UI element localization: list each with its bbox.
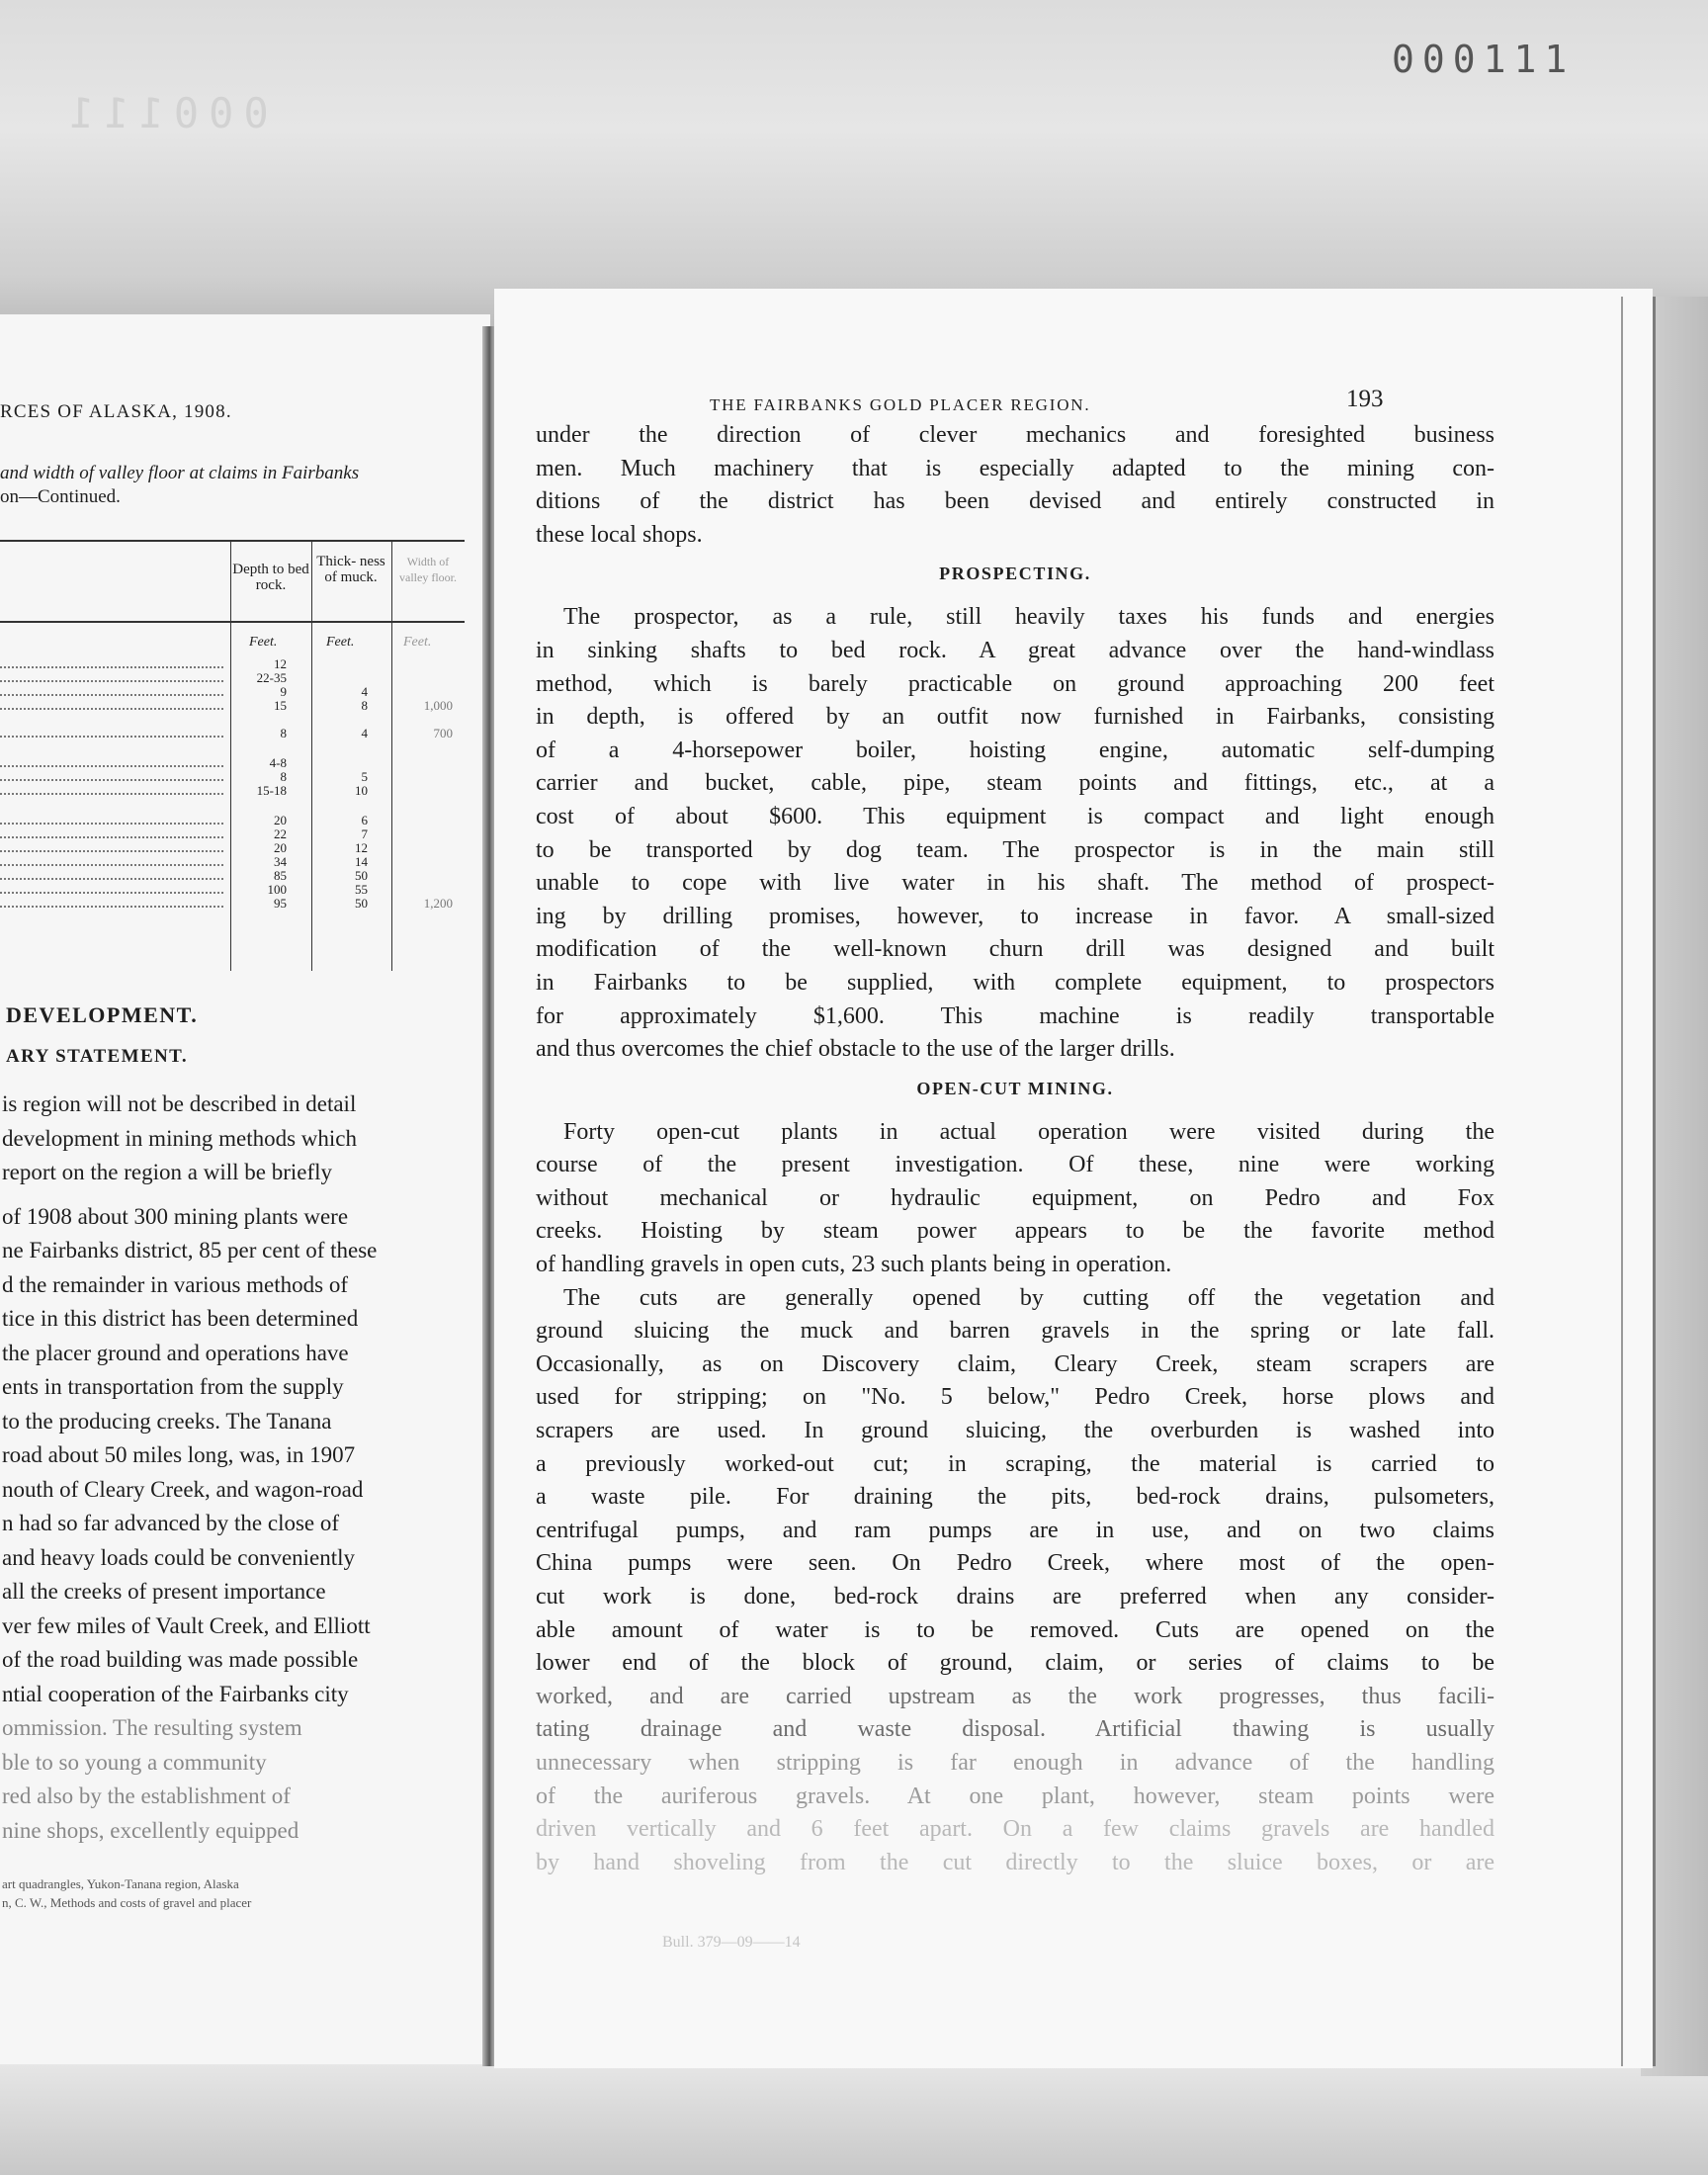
table-column-rule (391, 540, 392, 971)
prospecting-line: in sinking shafts to bed rock. A great advance over the hand-windlass (536, 637, 1494, 663)
section-heading-open-cut-mining: OPEN-CUT MINING. (916, 1078, 1114, 1098)
table-row-leader (0, 836, 223, 838)
claims-depth-table (0, 540, 474, 975)
body-line: nine shops, excellently equipped (2, 1817, 299, 1843)
body-line: ver few miles of Vault Creek, and Elliott (2, 1612, 371, 1638)
unit-muck: Feet. (326, 635, 355, 650)
open-cut-line: Occasionally, as on Discovery claim, Cleary Creek, steam scrapers are (536, 1350, 1494, 1377)
open-cut-line: course of the present investigation. Of these, nine were working (536, 1152, 1494, 1178)
footnote-line: n, C. W., Methods and costs of gravel and placer (2, 1895, 252, 1910)
table-row-leader (0, 793, 223, 795)
prospecting-line: of a 4-horsepower boiler, hoisting engine, automatic self-dumping (536, 737, 1494, 763)
section-heading-development: DEVELOPMENT. (6, 1002, 199, 1027)
table-cell-depth: 20 (274, 813, 287, 827)
open-cut-line: ground sluicing the muck and barren gravels in the spring or late fall. (536, 1318, 1494, 1345)
right-running-head: THE FAIRBANKS GOLD PLACER REGION. (710, 395, 1091, 414)
table-row-leader (0, 779, 223, 781)
table-row-leader (0, 892, 223, 894)
prospecting-line: in Fairbanks to be supplied, with complete equipment, to prospectors (536, 969, 1494, 996)
table-cell-depth: 8 (280, 769, 287, 784)
table-cell-muck: 6 (361, 813, 368, 827)
table-cell-width: 700 (433, 726, 453, 740)
body-line: road about 50 miles long, was, in 1907 (2, 1442, 356, 1467)
prospecting-line: and thus overcomes the chief obstacle to the use of the larger drills. (536, 1036, 1175, 1063)
page-number: 193 (1346, 386, 1384, 412)
bulletin-signature-mark: Bull. 379—09——14 (662, 1934, 801, 1951)
intro-line: men. Much machinery that is especially adapted to the mining con- (536, 455, 1494, 481)
table-row-leader (0, 680, 223, 682)
body-line: and heavy loads could be conveniently (2, 1544, 356, 1570)
table-row-leader (0, 666, 223, 668)
open-cut-line: a waste pile. For draining the pits, bed-rock drains, pulsometers, (536, 1484, 1494, 1511)
body-line: report on the region a will be briefly (2, 1160, 333, 1184)
table-row-leader (0, 850, 223, 852)
table-row-leader (0, 906, 223, 908)
prospecting-line: in depth, is offered by an outfit now furnished in Fairbanks, consisting (536, 704, 1494, 731)
open-cut-line: without mechanical or hydraulic equipment, on Pedro and Fox (536, 1184, 1494, 1211)
body-line: is region will not be described in detail (2, 1091, 357, 1116)
table-cell-muck: 10 (355, 783, 368, 798)
prospecting-line: modification of the well-known churn drill was designed and built (536, 936, 1494, 963)
body-line: of the road building was made possible (2, 1647, 359, 1672)
open-cut-line: by hand shoveling from the cut directly to the sluice boxes, or are (536, 1849, 1494, 1875)
document-stamp-number: 000111 (1392, 38, 1576, 81)
open-cut-line: lower end of the block of ground, claim, or series of claims to be (536, 1650, 1494, 1677)
table-caption-line-2: on—Continued. (0, 486, 121, 507)
prospecting-line: The prospector, as a rule, still heavily taxes his funds and energies (563, 604, 1494, 631)
intro-line: under the direction of clever mechanics and foresighted business (536, 422, 1494, 448)
table-cell-muck: 50 (355, 868, 368, 883)
table-cell-muck: 4 (361, 684, 368, 699)
prospecting-line: for approximately $1,600. This machine is readily transportable (536, 1002, 1494, 1029)
table-row-leader (0, 823, 223, 825)
open-cut-line: of handling gravels in open cuts, 23 such plants being in operation. (536, 1252, 1172, 1278)
table-cell-depth: 4-8 (269, 755, 287, 770)
body-line: of 1908 about 300 mining plants were (2, 1203, 349, 1229)
prospecting-line: ing by drilling promises, however, to increase in favor. A small-sized (536, 903, 1494, 929)
left-footnotes (2, 1874, 490, 1912)
body-line: red also by the establishment of (2, 1784, 291, 1808)
table-cell-muck: 50 (355, 896, 368, 911)
table-row-leader (0, 736, 223, 738)
open-cut-line: Forty open-cut plants in actual operation were visited during the (563, 1118, 1494, 1145)
right-page (494, 289, 1653, 2068)
intro-line: ditions of the district has been devised and entirely constructed in (536, 488, 1494, 515)
body-line: to the producing creeks. The Tanana (2, 1408, 332, 1434)
table-cell-depth: 20 (274, 840, 287, 855)
open-cut-line: a previously worked-out cut; in scraping, the material is carried to (536, 1450, 1494, 1477)
table-cell-depth: 22 (274, 826, 287, 841)
open-cut-line: tating drainage and waste disposal. Artificial thawing is usually (536, 1716, 1494, 1743)
table-cell-depth: 12 (274, 656, 287, 671)
body-line: ents in transportation from the supply (2, 1374, 344, 1399)
unit-width: Feet. (403, 635, 432, 650)
table-cell-muck: 4 (361, 726, 368, 740)
prospecting-line: unable to cope with live water in his shaft. The method of prospect- (536, 870, 1494, 897)
table-cell-depth: 95 (274, 896, 287, 911)
table-cell-width: 1,200 (423, 896, 453, 911)
prospecting-line: carrier and bucket, cable, pipe, steam points and fittings, etc., at a (536, 770, 1494, 797)
table-cell-depth: 9 (280, 684, 287, 699)
table-cell-muck: 8 (361, 698, 368, 713)
prospecting-line: to be transported by dog team. The prospector is in the main still (536, 836, 1494, 863)
open-cut-line: scrapers are used. In ground sluicing, the overburden is washed into (536, 1418, 1494, 1444)
table-cell-muck: 14 (355, 854, 368, 869)
prospecting-line: method, which is barely practicable on ground approaching 200 feet (536, 670, 1494, 697)
table-cell-depth: 85 (274, 868, 287, 883)
open-cut-line: worked, and are carried upstream as the work progresses, thus facili- (536, 1683, 1494, 1709)
table-cell-depth: 22-35 (256, 670, 287, 685)
open-cut-line: China pumps were seen. On Pedro Creek, where most of the open- (536, 1550, 1494, 1577)
prospecting-line: cost of about $600. This equipment is compact and light enough (536, 803, 1494, 829)
left-running-head: RCES OF ALASKA, 1908. (0, 401, 232, 422)
table-cell-depth: 100 (267, 882, 287, 897)
open-cut-line: used for stripping; on "No. 5 below," Pedro Creek, horse plows and (536, 1384, 1494, 1411)
body-line: development in mining methods which (2, 1125, 358, 1151)
table-caption-line-1: and width of valley floor at claims in Fairbanks (0, 463, 360, 483)
body-line: ntial cooperation of the Fairbanks city (2, 1681, 349, 1706)
table-cell-depth: 34 (274, 854, 287, 869)
body-line: n had so far advanced by the close of (2, 1511, 340, 1535)
header-width-of-valley-floor: Width of valley floor. (399, 555, 457, 584)
table-top-rule (0, 540, 465, 542)
body-line: ble to so young a community (2, 1749, 267, 1775)
table-cell-muck: 7 (361, 826, 368, 841)
header-depth-to-bed-rock: Depth to bed rock. (232, 562, 309, 593)
open-cut-line: of the auriferous gravels. At one plant, however, steam points were (536, 1783, 1494, 1809)
unit-depth: Feet. (249, 635, 278, 650)
section-heading-summary-statement: ARY STATEMENT. (6, 1046, 188, 1067)
body-line: tice in this district has been determined (2, 1306, 359, 1331)
section-heading-prospecting: PROSPECTING. (939, 564, 1091, 584)
page-edges (1621, 297, 1656, 2066)
body-line: ommission. The resulting system (2, 1715, 302, 1740)
body-line: all the creeks of present importance (2, 1579, 326, 1604)
open-cut-line: driven vertically and 6 feet apart. On a few claims gravels are handled (536, 1816, 1494, 1843)
table-row-leader (0, 864, 223, 866)
table-cell-depth: 15-18 (256, 783, 287, 798)
left-body-text (2, 1088, 490, 1848)
header-thickness-of-muck: Thick- ness of muck. (316, 554, 385, 585)
table-row-leader (0, 708, 223, 710)
table-cell-width: 1,000 (423, 698, 453, 713)
table-cell-muck: 12 (355, 840, 368, 855)
table-header-rule (0, 621, 465, 623)
intro-line: these local shops. (536, 521, 703, 548)
table-cell-muck: 5 (361, 769, 368, 784)
table-row-leader (0, 878, 223, 880)
open-cut-line: cut work is done, bed-rock drains are preferred when any consider- (536, 1584, 1494, 1610)
body-line: nouth of Cleary Creek, and wagon-road (2, 1476, 364, 1502)
left-page (0, 314, 490, 2064)
scan-background-bottom (0, 2056, 1708, 2175)
body-line: ne Fairbanks district, 85 per cent of these (2, 1238, 378, 1262)
open-cut-line: unnecessary when stripping is far enough in advance of the handling (536, 1749, 1494, 1776)
open-cut-line: centrifugal pumps, and ram pumps are in use, and on two claims (536, 1517, 1494, 1543)
body-line: the placer ground and operations have (2, 1340, 349, 1365)
bleed-through-stamp: 000111 (59, 89, 269, 137)
footnote-line: art quadrangles, Yukon-Tanana region, Alaska (2, 1876, 239, 1891)
right-body-text (536, 419, 1494, 1879)
table-cell-depth: 15 (274, 698, 287, 713)
open-cut-line: able amount of water is to be removed. Cuts are opened on the (536, 1616, 1494, 1643)
table-cell-muck: 55 (355, 882, 368, 897)
body-line: d the remainder in various methods of (2, 1271, 349, 1297)
open-cut-line: creeks. Hoisting by steam power appears to be the favorite method (536, 1218, 1494, 1245)
table-row-leader (0, 765, 223, 767)
open-cut-line: The cuts are generally opened by cutting off the vegetation and (563, 1284, 1494, 1311)
table-row-leader (0, 694, 223, 696)
table-cell-depth: 8 (280, 726, 287, 740)
